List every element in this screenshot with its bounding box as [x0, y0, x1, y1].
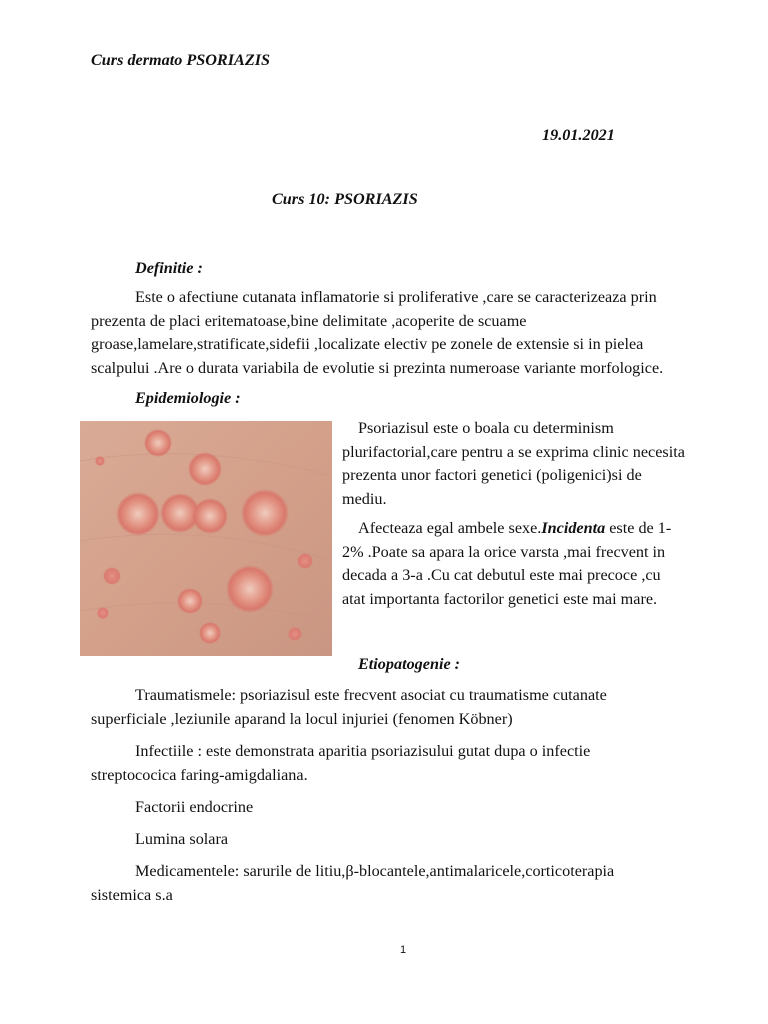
psoriasis-photo	[80, 421, 332, 656]
etiopatogenie-line: Lumina solara	[135, 830, 229, 848]
etiopatogenie-line: sistemica s.a	[91, 885, 173, 904]
etiopatogenie-line: Factorii endocrine	[135, 798, 254, 816]
etiopatogenie-item-infectii	[91, 740, 731, 787]
epidemiologie-line: 2% .Poate sa apara la orice varsta ,mai frecvent in	[342, 542, 666, 561]
page-number: 1	[400, 944, 407, 956]
etiopatogenie-line: Infectiile : este demonstrata aparitia psoriazisului gutat dupa o infectie	[135, 742, 591, 760]
epidemiologie-paragraph-2	[342, 517, 732, 611]
epidemiologie-line	[342, 517, 732, 541]
epidemiologie-line: mediu.	[342, 489, 387, 508]
etiopatogenie-line: Traumatismele: psoriazisul este frecvent asociat cu traumatisme cutanate	[135, 686, 607, 704]
epidemiologie-line: prezenta unor factori genetici (poligenici)si de	[342, 466, 642, 484]
etiopatogenie-heading: Etiopatogenie :	[358, 655, 461, 673]
etiopatogenie-line: streptococica faring-amigdaliana.	[91, 765, 308, 784]
epidemiologie-line: Psoriazisul este o boala cu determinism	[358, 419, 614, 437]
document-date: 19.01.2021	[542, 126, 615, 144]
definitie-paragraph	[91, 286, 731, 380]
epidemiologie-heading: Epidemiologie :	[135, 389, 241, 407]
incidenta-term: Incidenta	[541, 519, 606, 537]
etiopatogenie-item-lumina	[135, 828, 228, 852]
course-title: Curs dermato PSORIAZIS	[91, 51, 271, 69]
etiopatogenie-item-medicamente	[91, 860, 731, 907]
definitie-line: scalpului .Are o durata variabila de evolutie si prezinta numeroase variante morfologice.	[91, 358, 664, 377]
epidemiologie-line: plurifactorial,care pentru a se exprima clinic necesita	[342, 442, 685, 461]
etiopatogenie-line: Medicamentele: sarurile de litiu,β-blocantele,antimalaricele,corticoterapia	[135, 862, 615, 880]
etiopatogenie-line: superficiale ,leziunile aparand la locul injuriei (fenomen Köbner)	[91, 709, 513, 728]
epidemiologie-line: atat importanta factorilor genetici este mai mare.	[342, 589, 658, 608]
epidemiologie-paragraph-1	[342, 417, 732, 511]
lecture-title: Curs 10: PSORIAZIS	[272, 190, 418, 208]
definitie-line: prezenta de placi eritematoase,bine delimitate ,acoperite de scuame	[91, 311, 527, 330]
etiopatogenie-item-traumatisme	[91, 684, 731, 731]
definitie-line: groase,lamelare,stratificate,sidefii ,localizate electiv pe zonele de extensie si in pielea	[91, 335, 644, 353]
definitie-heading: Definitie :	[135, 259, 203, 277]
epidemiologie-text: Afecteaza egal ambele sexe.	[358, 519, 542, 537]
epidemiologie-text: este de 1-	[605, 519, 672, 537]
epidemiologie-line: decada a 3-a .Cu cat debutul este mai precoce ,cu	[342, 566, 661, 584]
definitie-line: Este o afectiune cutanata inflamatorie si proliferative ,care se caracterizeaza prin	[135, 288, 657, 306]
etiopatogenie-item-endocrine	[135, 796, 253, 820]
